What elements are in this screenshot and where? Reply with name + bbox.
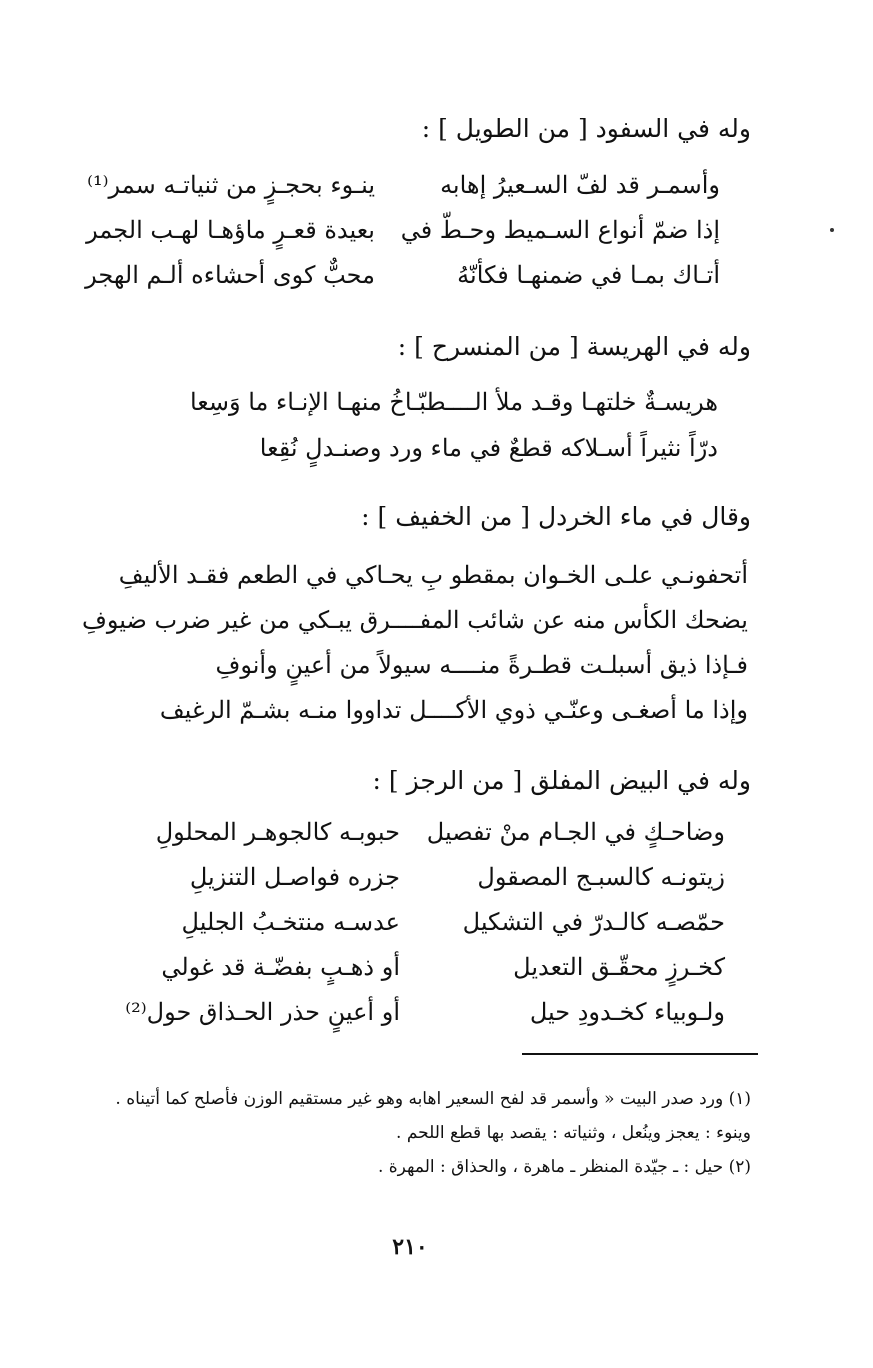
verse-line [80, 168, 720, 202]
verse-second-hemistich: بعيدة قعـرٍ ماؤهـا لهـب الجمر [86, 216, 375, 244]
poem-line: درّاً نثيراً أسـلاكه قطعٌ في ماء ورد وصنـدلٍ نُقِعا [259, 434, 718, 462]
verse-line [80, 860, 725, 894]
poem-line: يضحك الكأس منه عن شائب المفــــرق يبـكي من غير ضرب ضيوفِ [81, 606, 748, 634]
section-heading-harisa: وله في الهريسة [ من المنسرح ] : [397, 332, 751, 361]
verse-second-hemistich: حبوبـه كالجوهـر المحلولِ [155, 818, 400, 846]
footnote-separator [522, 1053, 758, 1055]
verse-line [80, 213, 720, 247]
verse-second-hemistich: محبٌّ كوى أحشاءه ألـم الهجر [85, 261, 375, 289]
poem-line: فـإذا ذيق أسبلـت قطـرةً منــــه سيولاً من أعينٍ وأنوفِ [215, 651, 748, 679]
footnote-1-continued: وينوء : يعجز وينُعل ، وثنياته : يقصد بها قطع اللحم . [396, 1123, 751, 1143]
verse-line [80, 995, 725, 1029]
verse-second-hemistich: أو ذهـبٍ بفضّـة قد غولي [161, 953, 400, 981]
footnote-2: (٢) حيل : ـ جيّدة المنظر ـ ماهرة ، والحذاق : المهرة . [377, 1157, 751, 1177]
verse-second-hemistich: أو أعينٍ حذر الحـذاق حول⁽²⁾ [125, 998, 400, 1026]
verse-first-hemistich: إذا ضمّ أنواع السـميط وحـطّ في [400, 216, 720, 244]
page-number: ٢١٠ [392, 1234, 428, 1260]
verse-second-hemistich: عدسـه منتخـبُ الجليلِ [181, 908, 400, 936]
stray-mark [830, 228, 834, 232]
verse-second-hemistich: ينـوء بحجـزٍ من ثنياتـه سمر⁽¹⁾ [87, 171, 375, 199]
verse-line [80, 258, 720, 292]
poem-line: هريسـةٌ خلتهـا وقـد ملأ الــــطبّـاخُ منهـا الإنـاء ما وَسِعا [189, 388, 718, 416]
verse-second-hemistich: جزره فواصـل التنزيلِ [189, 863, 400, 891]
poem-line: وإذا ما أصغـى وعنّـي ذوي الأكــــل تداووا منـه بشـمّ الرغيف [159, 696, 748, 724]
verse-line [80, 950, 725, 984]
verse-first-hemistich: ولـوبياء كخـدودِ حيل [529, 998, 725, 1026]
poem-line: أتحفونـي علـى الخـوان بمقطو بِ يحـاكي في الطعم فقـد الأليفِ [118, 561, 748, 589]
verse-first-hemistich: كخـرزٍ محقّـق التعديل [513, 953, 725, 981]
verse-first-hemistich: وأسمـر قد لفّ السـعيرُ إهابه [440, 171, 720, 199]
verse-first-hemistich: وضاحـكٍ في الجـام منْ تفصيل [426, 818, 725, 846]
section-heading-saffud: وله في السفود [ من الطويل ] : [421, 114, 751, 143]
verse-first-hemistich: أتـاك بمـا في ضمنهـا فكأنّهُ [457, 261, 720, 289]
section-heading-bayd: وله في البيض المفلق [ من الرجز ] : [372, 766, 751, 795]
verse-line [80, 905, 725, 939]
section-heading-khardal: وقال في ماء الخردل [ من الخفيف ] : [361, 502, 751, 531]
verse-first-hemistich: حمّصـه كالـدرّ في التشكيل [462, 908, 725, 936]
verse-line [80, 815, 725, 849]
footnote-1: (١) ورد صدر البيت « وأسمر قد لفح السعير اهابه وهو غير مستقيم الوزن فأصلح كما أتيناه . [115, 1089, 751, 1109]
verse-first-hemistich: زيتونـه كالسبـج المصقول [477, 863, 725, 891]
